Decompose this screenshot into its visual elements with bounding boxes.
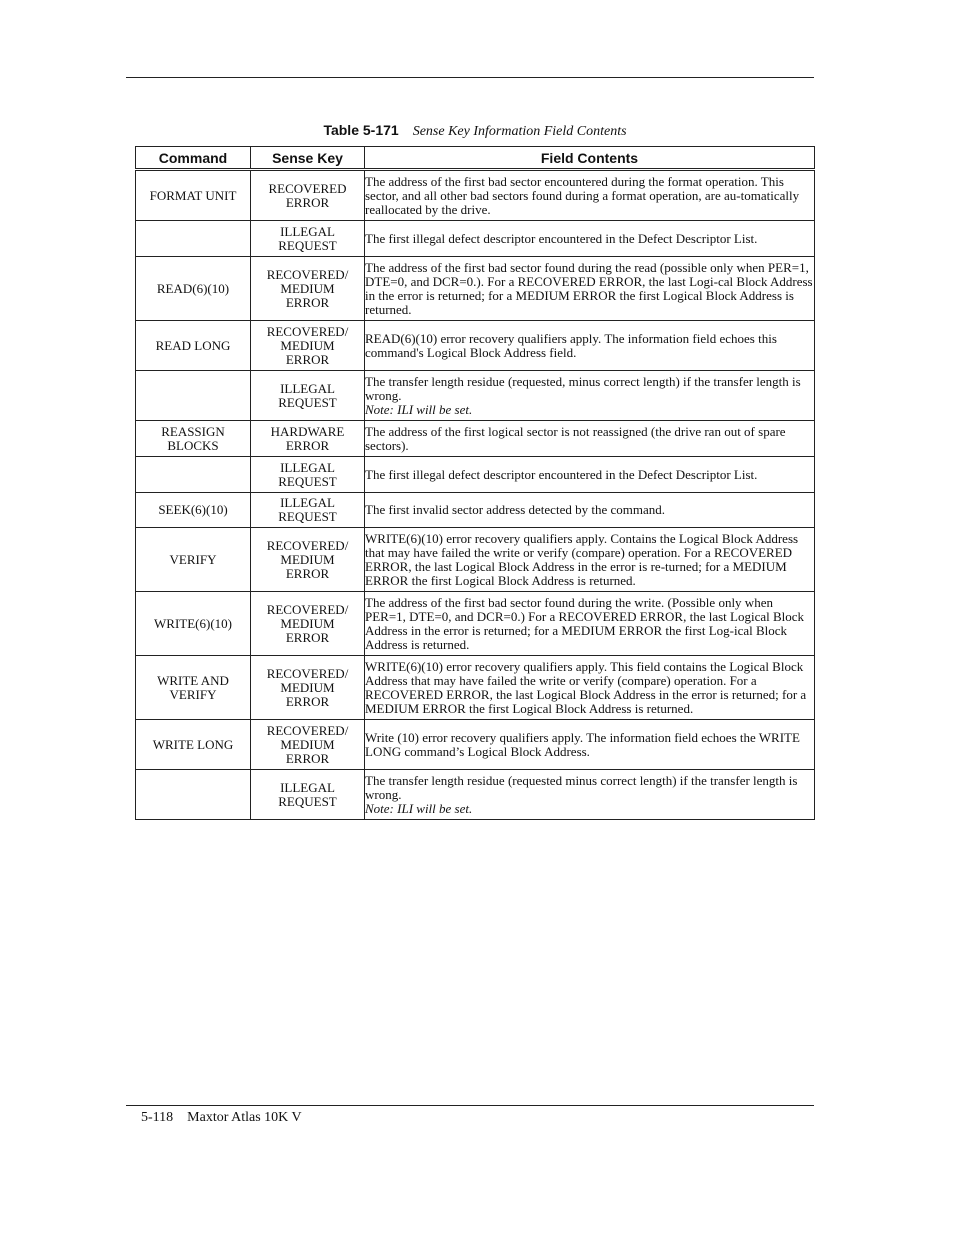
column-header-command: Command xyxy=(136,147,251,170)
table-title: Sense Key Information Field Contents xyxy=(412,124,627,139)
command-cell xyxy=(136,770,251,820)
table-caption xyxy=(136,122,814,140)
field-contents-text: READ(6)(10) error recovery qualifiers apply. The information field echoes this command's Logical Block Address field. xyxy=(365,330,777,360)
table-row xyxy=(136,528,815,592)
table-row xyxy=(136,170,815,221)
field-contents-note: Note: ILI will be set. xyxy=(365,401,473,417)
command-cell: WRITE(6)(10) xyxy=(136,592,251,656)
command-cell xyxy=(136,457,251,493)
field-contents-text: The transfer length residue (requested, minus correct length) if the transfer length is wrong. xyxy=(365,373,801,403)
table-header-row xyxy=(136,147,815,170)
field-contents-text: Write (10) error recovery qualifiers apply. The information field echoes the WRITE LONG command’s Logical Block Address. xyxy=(365,729,800,759)
table-row xyxy=(136,371,815,421)
table-row xyxy=(136,257,815,321)
column-header-sense-key: Sense Key xyxy=(251,147,365,170)
field-contents-cell xyxy=(365,493,815,528)
command-cell: READ(6)(10) xyxy=(136,257,251,321)
command-cell xyxy=(136,371,251,421)
field-contents-cell xyxy=(365,170,815,221)
table-number: Table 5-171 xyxy=(323,122,399,138)
command-cell xyxy=(136,221,251,257)
field-contents-text: The address of the first logical sector is not reassigned (the drive ran out of spare sectors). xyxy=(365,423,786,453)
table-row xyxy=(136,457,815,493)
field-contents-text: WRITE(6)(10) error recovery qualifiers apply. This field contains the Logical Block Address that may have failed the write or verify (compare) operation. For a RECOVERED ERROR, the last Logical Block Address in the error is returned; for a MEDIUM ERROR the first Logical Block Address is returned. xyxy=(365,658,807,716)
field-contents-text: The address of the first bad sector encountered during the format operation. This sector, and all other bad sectors found during a format operation, are au-tomatically reallocated by the drive. xyxy=(365,173,800,217)
field-contents-note: Note: ILI will be set. xyxy=(365,800,473,816)
field-contents-text: The first illegal defect descriptor encountered in the Defect Descriptor List. xyxy=(365,230,758,246)
field-contents-cell xyxy=(365,221,815,257)
sense-key-cell: RECOVERED/ MEDIUM ERROR xyxy=(251,257,365,321)
command-cell: VERIFY xyxy=(136,528,251,592)
command-cell: READ LONG xyxy=(136,321,251,371)
table-row xyxy=(136,770,815,820)
sense-key-cell: RECOVERED/ MEDIUM ERROR xyxy=(251,321,365,371)
command-cell: WRITE LONG xyxy=(136,720,251,770)
footer-rule xyxy=(126,1105,814,1106)
field-contents-text: The transfer length residue (requested minus correct length) if the transfer length is wrong. xyxy=(365,772,798,802)
field-contents-cell xyxy=(365,257,815,321)
sense-key-cell: RECOVERED/ MEDIUM ERROR xyxy=(251,720,365,770)
sense-key-cell: ILLEGAL REQUEST xyxy=(251,457,365,493)
field-contents-cell xyxy=(365,321,815,371)
field-contents-cell xyxy=(365,421,815,457)
field-contents-text: The address of the first bad sector found during the read (possible only when PER=1, DTE=0, and DCR=0.). For a RECOVERED ERROR, the last Logi-cal Block Address in the error is returned; for a MEDIUM ERROR the first Logical Block Address is returned. xyxy=(365,259,813,317)
page-number: 5-118 xyxy=(141,1110,174,1125)
field-contents-cell xyxy=(365,457,815,493)
table-row xyxy=(136,656,815,720)
field-contents-text: WRITE(6)(10) error recovery qualifiers apply. Contains the Logical Block Address that may have failed the write or verify (compare) operation. For a RECOVERED ERROR, the last Logical Block Address in the error is re-turned; for a MEDIUM ERROR the first Logical Block Address is returned. xyxy=(365,530,799,588)
table-row xyxy=(136,221,815,257)
field-contents-text: The first illegal defect descriptor encountered in the Defect Descriptor List. xyxy=(365,466,758,482)
command-cell: FORMAT UNIT xyxy=(136,170,251,221)
command-cell: SEEK(6)(10) xyxy=(136,493,251,528)
sense-key-cell: HARDWARE ERROR xyxy=(251,421,365,457)
sense-key-cell: RECOVERED/ MEDIUM ERROR xyxy=(251,592,365,656)
sense-key-table xyxy=(135,146,815,820)
field-contents-text: The address of the first bad sector found during the write. (Possible only when PER=1, DTE=0, and DCR=0.) For a RECOVERED ERROR, the last Logical Block Address in the error is returned; for a MEDIUM ERROR the first Log-ical Block Address is returned. xyxy=(365,594,805,652)
field-contents-cell xyxy=(365,770,815,820)
field-contents-cell xyxy=(365,528,815,592)
sense-key-cell: ILLEGAL REQUEST xyxy=(251,770,365,820)
sense-key-cell: RECOVERED/ MEDIUM ERROR xyxy=(251,528,365,592)
table-row xyxy=(136,493,815,528)
field-contents-cell xyxy=(365,720,815,770)
page-footer xyxy=(141,1110,302,1126)
table-row xyxy=(136,592,815,656)
sense-key-cell: RECOVERED ERROR xyxy=(251,170,365,221)
sense-key-cell: ILLEGAL REQUEST xyxy=(251,221,365,257)
table-row xyxy=(136,421,815,457)
command-cell: WRITE AND VERIFY xyxy=(136,656,251,720)
product-name: Maxtor Atlas 10K V xyxy=(187,1110,302,1125)
field-contents-cell xyxy=(365,371,815,421)
table-row xyxy=(136,720,815,770)
table-row xyxy=(136,321,815,371)
field-contents-text: The first invalid sector address detected by the command. xyxy=(365,502,665,517)
column-header-field-contents: Field Contents xyxy=(365,147,815,170)
field-contents-cell xyxy=(365,592,815,656)
table-body xyxy=(136,170,815,820)
sense-key-cell: ILLEGAL REQUEST xyxy=(251,493,365,528)
header-rule xyxy=(126,77,814,78)
sense-key-cell: RECOVERED/ MEDIUM ERROR xyxy=(251,656,365,720)
field-contents-cell xyxy=(365,656,815,720)
command-cell: REASSIGN BLOCKS xyxy=(136,421,251,457)
sense-key-cell: ILLEGAL REQUEST xyxy=(251,371,365,421)
